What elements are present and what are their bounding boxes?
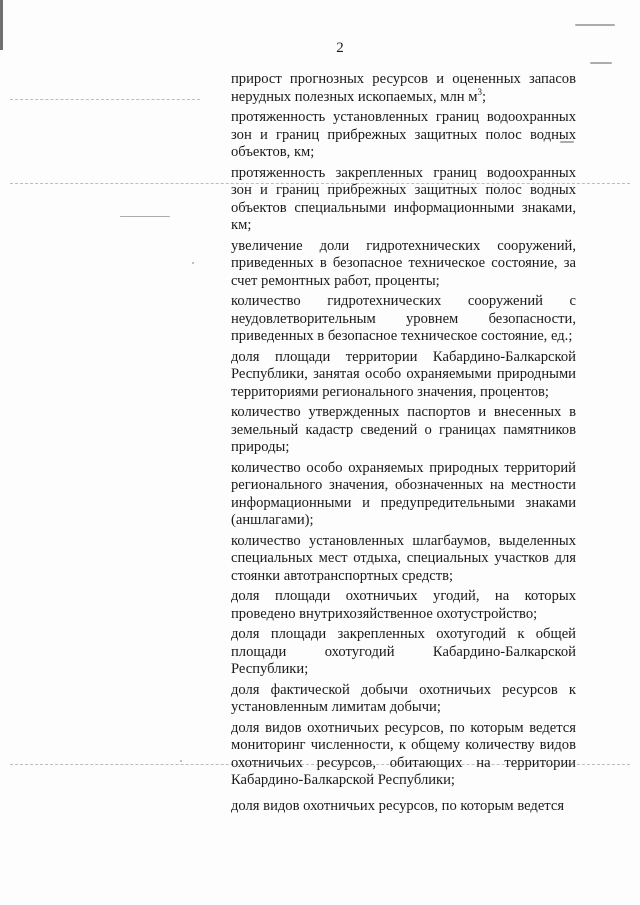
list-item: протяженность установленных границ водоохранных зон и границ прибрежных защитных полос водных объектов, км; xyxy=(231,109,576,160)
list-item-tail: ; xyxy=(481,88,487,105)
list-item: доля площади охотничьих угодий, на которых проведено внутрихозяйственное охотустройство; xyxy=(231,588,576,622)
scan-line xyxy=(10,99,200,100)
indicator-list xyxy=(231,71,576,815)
list-item: увеличение доли гидротехнических сооружений, приведенных в безопасное техническое состояние, за счет ремонтных работ, проценты; xyxy=(231,237,576,289)
scan-speck xyxy=(180,760,182,762)
list-item: доля видов охотничьих ресурсов, по которым ведется мониторинг численности, к общему количеству видов охотничьих ресурсов, обитающих на территории Кабардино-Балкарской Республики; xyxy=(231,719,576,788)
list-item: количество установленных шлагбаумов, выделенных специальных мест отдыха, специальных участков для стоянки автотранспортных средств; xyxy=(231,532,576,584)
scan-speck xyxy=(192,262,194,264)
list-item: количество особо охраняемых природных территорий регионального значения, обозначенных на местности информационными и предупредительными знаками (аншлагами); xyxy=(231,459,576,528)
list-item: количество гидротехнических сооружений с неудовлетворительным уровнем безопасности, приведенных в безопасное техническое состояние, ед.; xyxy=(231,293,576,344)
list-item xyxy=(231,71,576,106)
unit-superscript: 3 xyxy=(477,86,482,97)
scan-speck xyxy=(590,62,612,64)
list-item: доля фактической добычи охотничьих ресурсов к установленным лимитам добычи; xyxy=(231,681,576,715)
scan-speck xyxy=(575,24,615,26)
list-item-text: прирост прогнозных ресурсов и оцененных запасов нерудных полезных ископаемых, млн м xyxy=(231,71,576,105)
list-item: доля видов охотничьих ресурсов, по которым ведется xyxy=(231,797,565,814)
scan-speck xyxy=(120,216,170,217)
list-item: доля площади закрепленных охотугодий к общей площади охотугодий Кабардино-Балкарской Республики; xyxy=(231,626,576,677)
page-number: 2 xyxy=(336,40,344,56)
list-item: количество утвержденных паспортов и внесенных в земельный кадастр сведений о границах памятников природы; xyxy=(231,404,576,455)
list-item: протяженность закрепленных границ водоохранных зон и границ прибрежных защитных полос водных объектов специальными информационными знаками, км; xyxy=(231,164,576,233)
list-item: доля площади территории Кабардино-Балкарской Республики, занятая особо охраняемыми природными территориями регионального значения, процентов; xyxy=(231,348,576,400)
